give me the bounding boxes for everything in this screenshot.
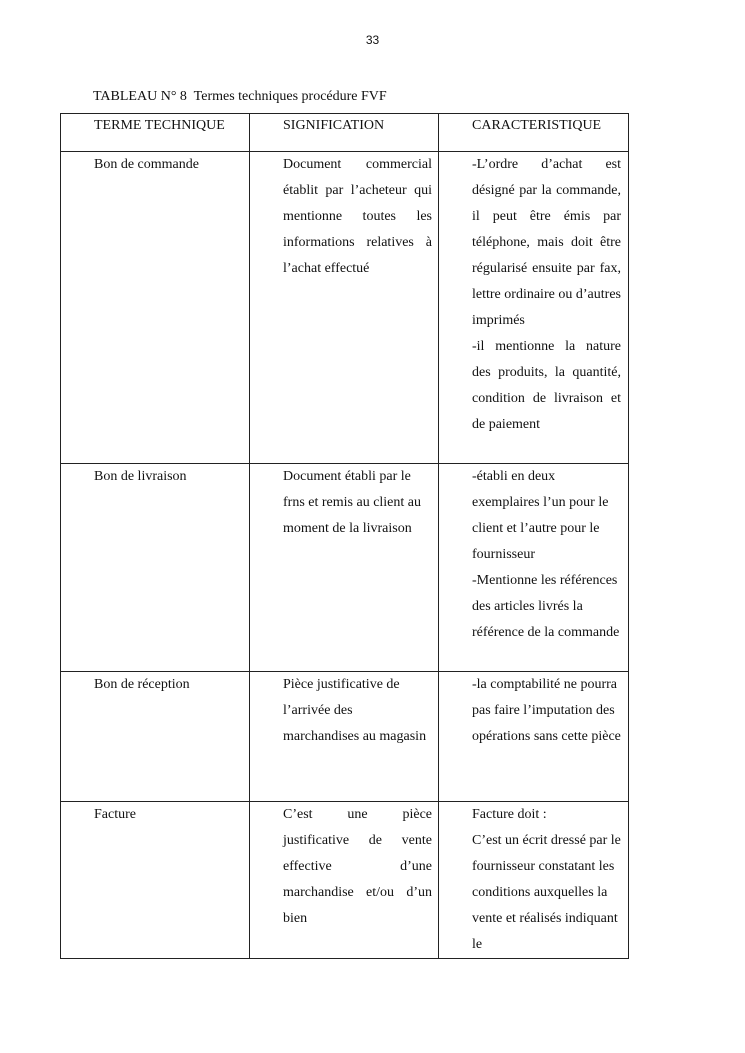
signification-cell xyxy=(250,802,439,959)
caracteristique-paragraph: -L’ordre d’achat est désigné par la commande, il peut être émis par téléphone, mais doit être régularisé ensuite par fax, lettre ordinaire ou d’autres imprimés xyxy=(472,157,621,328)
caracteristique-paragraph: -établi en deux exemplaires l’un pour le client et l’autre pour le fournisseur xyxy=(472,469,609,562)
term-cell xyxy=(61,152,250,464)
term-cell xyxy=(61,464,250,672)
term-cell xyxy=(61,672,250,802)
caracteristique-paragraph: -la comptabilité ne pourra pas faire l’imputation des opérations sans cette pièce xyxy=(472,677,621,744)
caracteristique-cell xyxy=(439,152,629,464)
caracteristique-paragraph: -il mentionne la nature des produits, la quantité, condition de livraison et de paiement xyxy=(472,339,621,432)
header-terme-technique: TERME TECHNIQUE xyxy=(61,114,250,152)
table-row xyxy=(61,464,629,672)
page-number: 33 xyxy=(365,33,380,47)
signification-text: Document commercial établit par l’acheteur qui mentionne toutes les informations relatives à l’achat effectué xyxy=(283,157,432,276)
technical-terms-table xyxy=(60,113,629,959)
term-facture: Facture xyxy=(94,807,136,822)
table-header-row xyxy=(61,114,629,152)
caracteristique-cell xyxy=(439,464,629,672)
signification-cell xyxy=(250,464,439,672)
signification-cell xyxy=(250,672,439,802)
term-bon-de-commande: Bon de commande xyxy=(94,157,199,172)
header-signification: SIGNIFICATION xyxy=(250,114,439,152)
signification-text: C’est une pièce justificative de vente effective d’une marchandise et/ou d’un bien xyxy=(283,807,432,926)
table-row xyxy=(61,672,629,802)
caracteristique-cell xyxy=(439,802,629,959)
table-row xyxy=(61,802,629,959)
caracteristique-cell xyxy=(439,672,629,802)
signification-cell xyxy=(250,152,439,464)
caracteristique-paragraph: -Mentionne les références des articles livrés la référence de la commande xyxy=(472,573,620,640)
term-bon-de-reception: Bon de réception xyxy=(94,677,190,692)
signification-text: Document établi par le frns et remis au client au moment de la livraison xyxy=(283,469,422,536)
term-cell xyxy=(61,802,250,959)
table-row xyxy=(61,152,629,464)
caracteristique-paragraph: Facture doit : xyxy=(472,807,547,822)
signification-text: Pièce justificative de l’arrivée des marchandises au magasin xyxy=(283,677,427,744)
table-caption: TABLEAU N° 8 Termes techniques procédure FVF xyxy=(93,89,387,104)
term-bon-de-livraison: Bon de livraison xyxy=(94,469,187,484)
header-caracteristique: CARACTERISTIQUE xyxy=(439,114,629,152)
caracteristique-paragraph: C’est un écrit dressé par le fournisseur constatant les conditions auxquelles la vente et réalisés indiquant le xyxy=(472,833,621,952)
